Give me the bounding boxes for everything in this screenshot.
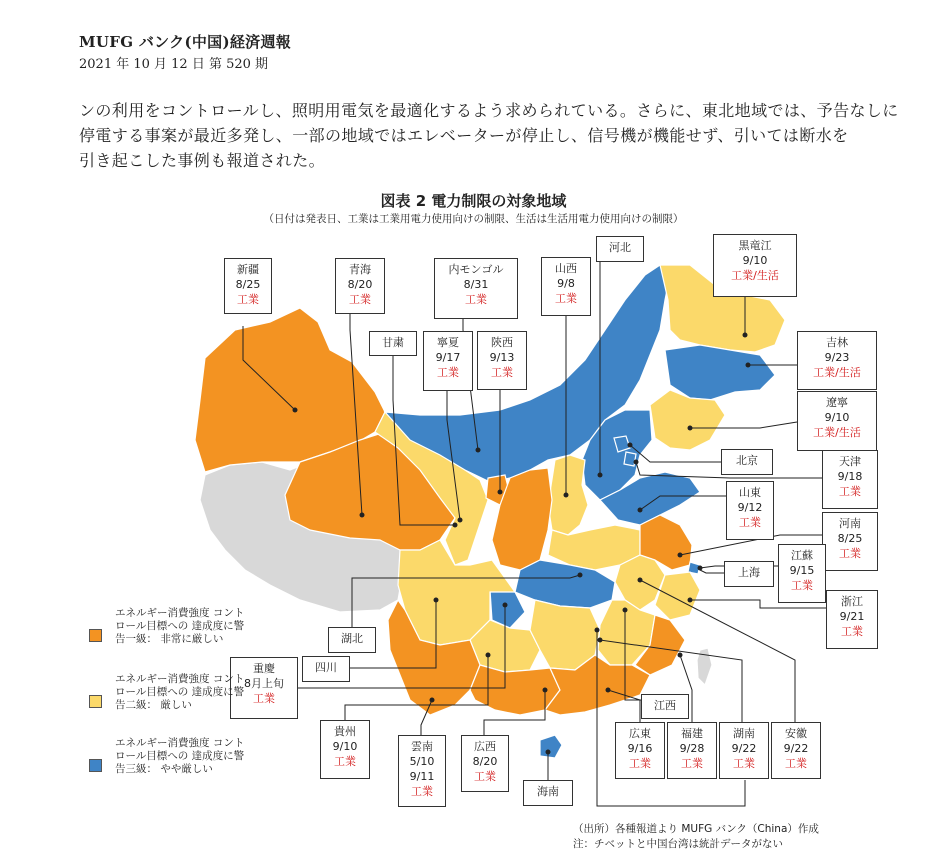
marker-dot <box>430 698 435 703</box>
callout-restriction: 工業 <box>491 366 513 379</box>
marker-dot <box>595 628 600 633</box>
publication-title: MUFG バンク(中国)経済週報 <box>79 33 292 51</box>
callout-heilongjiang <box>713 234 797 297</box>
callout-name: 湖北 <box>341 632 363 645</box>
marker-dot <box>293 408 298 413</box>
callout-date: 9/22 <box>783 742 809 755</box>
callout-zhejiang <box>826 590 878 649</box>
callout-shanxi <box>541 257 591 316</box>
callout-name: 青海 <box>349 263 371 276</box>
callout-date: 9/17 <box>435 351 461 364</box>
marker-dot <box>628 443 633 448</box>
callout-date: 8月上旬 <box>244 677 284 690</box>
callout-restriction: 工業 <box>841 625 863 638</box>
callout-hubei <box>328 627 376 653</box>
marker-dot <box>743 333 748 338</box>
callout-restriction: 工業 <box>681 757 703 770</box>
callout-restriction: 工業 <box>555 292 577 305</box>
region-jilin <box>665 345 775 400</box>
callout-name: 安徽 <box>785 727 807 740</box>
map-legend <box>89 607 249 797</box>
body-line: 引き起こした事例も報道された。 <box>79 151 326 170</box>
marker-dot <box>698 566 703 571</box>
callout-name: 山西 <box>555 262 577 275</box>
marker-dot <box>578 573 583 578</box>
marker-dot <box>564 493 569 498</box>
callout-hainan <box>523 780 573 806</box>
legend-swatch-level2 <box>89 695 102 708</box>
region-tianjin <box>624 452 636 466</box>
callout-qinghai <box>335 258 385 314</box>
marker-dot <box>678 653 683 658</box>
callout-restriction: 工業 <box>839 547 861 560</box>
callout-restriction: 工業/生活 <box>731 269 779 282</box>
callout-restriction: 工業 <box>437 366 459 379</box>
legend-swatch-level3 <box>89 759 102 772</box>
callout-restriction: 工業 <box>785 757 807 770</box>
marker-dot <box>486 653 491 658</box>
callout-restriction: 工業 <box>411 785 433 798</box>
callout-restriction: 工業 <box>474 770 496 783</box>
callout-date: 9/18 <box>837 470 863 483</box>
callout-anhui <box>771 722 821 779</box>
callout-name: 甘粛 <box>382 336 404 349</box>
callout-restriction: 工業 <box>733 757 755 770</box>
marker-dot <box>543 688 548 693</box>
callout-date: 9/23 <box>824 351 850 364</box>
marker-dot <box>638 508 643 513</box>
callout-name: 寧夏 <box>437 336 459 349</box>
callout-restriction: 工業/生活 <box>813 366 861 379</box>
callout-restriction: 工業 <box>839 485 861 498</box>
callout-hebei <box>596 236 644 262</box>
callout-name: 山東 <box>739 486 761 499</box>
callout-date: 9/22 <box>731 742 757 755</box>
marker-dot <box>623 608 628 613</box>
marker-dot <box>598 638 603 643</box>
callout-name: 河北 <box>609 241 631 254</box>
figure-title: 図表 2 電力制限の対象地域 <box>380 192 567 210</box>
callout-date: 9/10 <box>742 254 768 267</box>
callout-guangxi <box>461 735 509 792</box>
callout-jiangsu <box>778 544 826 603</box>
marker-dot <box>458 518 463 523</box>
callout-inner-mongolia <box>434 258 518 319</box>
marker-dot <box>453 523 458 528</box>
marker-dot <box>546 750 551 755</box>
callout-name: 北京 <box>736 454 758 467</box>
source-line: （出所）各種報道より MUFG バンク（China）作成 <box>573 823 819 835</box>
marker-dot <box>746 363 751 368</box>
callout-tianjin <box>822 450 878 509</box>
callout-shandong <box>726 481 774 540</box>
callout-fujian <box>667 722 717 779</box>
callout-name: 広西 <box>474 740 496 753</box>
callout-name: 広東 <box>629 727 651 740</box>
callout-guangdong <box>615 722 665 779</box>
callout-restriction: 工業 <box>629 757 651 770</box>
callout-name: 内モンゴル <box>448 263 504 276</box>
callout-jilin <box>797 331 877 390</box>
legend-label: エネルギー消費強度 コントロール目標への 達成度に警告二級： 厳しい <box>115 673 245 711</box>
callout-date: 9/13 <box>489 351 515 364</box>
callout-date: 8/25 <box>837 532 863 545</box>
callout-date: 9/15 <box>789 564 815 577</box>
callout-name: 河南 <box>839 517 861 530</box>
callout-name: 海南 <box>537 785 559 798</box>
callout-shanghai <box>724 561 774 587</box>
marker-dot <box>688 426 693 431</box>
marker-dot <box>476 448 481 453</box>
callout-name: 上海 <box>738 566 760 579</box>
marker-dot <box>634 460 639 465</box>
marker-dot <box>688 598 693 603</box>
callout-guizhou <box>320 720 370 779</box>
callout-date: 8/20 <box>347 278 373 291</box>
callout-name: 黒竜江 <box>738 239 772 252</box>
callout-name: 貴州 <box>334 725 356 738</box>
callout-beijing <box>721 449 773 475</box>
callout-henan <box>822 512 878 571</box>
marker-dot <box>598 473 603 478</box>
legend-label: エネルギー消費強度 コントロール目標への 達成度に警告一級： 非常に厳しい <box>115 607 245 645</box>
callout-restriction: 工業 <box>334 755 356 768</box>
issue-date: 2021 年 10 月 12 日 第 520 期 <box>79 57 269 72</box>
callout-date: 8/31 <box>463 278 489 291</box>
callout-hunan <box>719 722 769 779</box>
callout-yunnan <box>398 735 446 807</box>
figure-subtitle: （日付は発表日、工業は工業用電力使用向けの制限、生活は生活用電力使用向けの制限） <box>263 213 684 225</box>
callout-ningxia <box>423 331 473 391</box>
callout-date: 9/16 <box>627 742 653 755</box>
region-hainan <box>540 735 562 758</box>
callout-restriction: 工業 <box>739 516 761 529</box>
callout-jiangxi <box>641 694 689 719</box>
marker-dot <box>606 688 611 693</box>
callout-gansu <box>369 331 417 356</box>
callout-date: 5/10 <box>409 755 435 768</box>
callout-restriction: 工業 <box>791 579 813 592</box>
callout-date: 9/10 <box>332 740 358 753</box>
callout-sichuan <box>302 656 350 682</box>
callout-name: 江西 <box>654 699 676 712</box>
callout-restriction: 工業 <box>349 293 371 306</box>
callout-name: 吉林 <box>826 336 848 349</box>
callout-name: 陝西 <box>491 336 513 349</box>
marker-dot <box>434 598 439 603</box>
callout-liaoning <box>797 391 877 451</box>
body-line: 停電する事案が最近多発し、一部の地域ではエレベーターが停止し、信号機が機能せず、引いては断水を <box>79 126 849 145</box>
callout-name: 江蘇 <box>791 549 813 562</box>
source-note <box>573 822 819 852</box>
callout-restriction: 工業 <box>465 293 487 306</box>
legend-swatch-level1 <box>89 629 102 642</box>
callout-shaanxi <box>477 331 527 390</box>
callout-name: 天津 <box>839 455 861 468</box>
callout-restriction: 工業 <box>253 692 275 705</box>
callout-name: 新疆 <box>237 263 259 276</box>
callout-name: 重慶 <box>253 662 275 675</box>
marker-dot <box>360 513 365 518</box>
callout-date: 9/10 <box>824 411 850 424</box>
marker-dot <box>678 553 683 558</box>
callout-date: 8/25 <box>235 278 261 291</box>
callout-date: 9/21 <box>839 610 865 623</box>
callout-name: 浙江 <box>841 595 863 608</box>
callout-restriction: 工業/生活 <box>813 426 861 439</box>
callout-date-2: 9/11 <box>409 770 435 783</box>
callout-name: 雲南 <box>411 740 433 753</box>
marker-dot <box>503 603 508 608</box>
callout-date: 8/20 <box>472 755 498 768</box>
marker-dot <box>638 578 643 583</box>
note-line: 注：チベットと中国台湾は統計データがない <box>573 838 783 850</box>
legend-label: エネルギー消費強度 コントロール目標への 達成度に警告三級： やや厳しい <box>115 737 245 775</box>
callout-date: 9/8 <box>557 277 575 290</box>
callout-date: 9/28 <box>679 742 705 755</box>
callout-name: 福建 <box>681 727 703 740</box>
callout-name: 湖南 <box>733 727 755 740</box>
callout-date: 9/12 <box>737 501 763 514</box>
callout-name: 四川 <box>315 661 337 674</box>
callout-name: 遼寧 <box>826 396 848 409</box>
body-line: ンの利用をコントロールし、照明用電気を最適化するよう求められている。さらに、東北地域では、予告なしに <box>79 101 899 120</box>
marker-dot <box>498 490 503 495</box>
callout-xinjiang <box>224 258 272 314</box>
callout-restriction: 工業 <box>237 293 259 306</box>
